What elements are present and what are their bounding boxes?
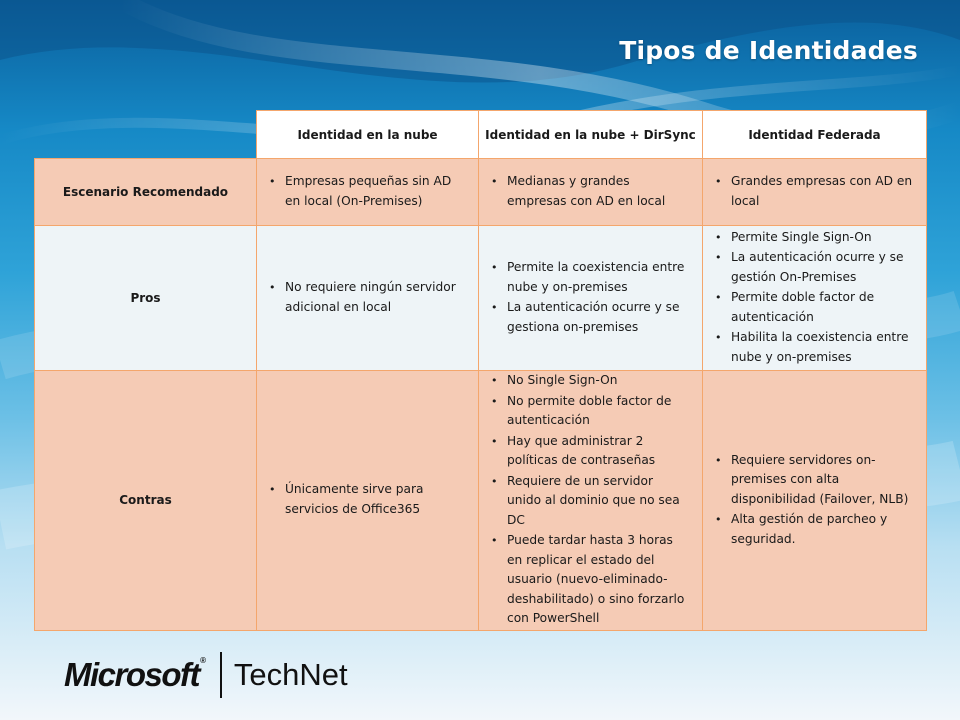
list-item: • Únicamente sirve para servicios de Office365 bbox=[285, 480, 466, 519]
column-header-cloud-dirsync: Identidad en la nube + DirSync bbox=[479, 111, 703, 159]
column-header-cloud: Identidad en la nube bbox=[257, 111, 479, 159]
cell-pros-dirsync bbox=[479, 226, 703, 371]
table-row-recommended bbox=[35, 159, 927, 226]
microsoft-logo bbox=[64, 656, 206, 694]
cell-pros-federated bbox=[703, 226, 927, 371]
identity-types-table bbox=[34, 110, 927, 631]
table-row-pros bbox=[35, 226, 927, 371]
slide-title: Tipos de Identidades bbox=[619, 36, 918, 65]
list-item: • Requiere servidores on-premises con alta disponibilidad (Failover, NLB) bbox=[731, 451, 914, 510]
list-item: • Permite doble factor de autenticación bbox=[731, 288, 914, 327]
list-item: • No permite doble factor de autenticación bbox=[507, 392, 690, 431]
list-item: • Empresas pequeñas sin AD en local (On-Premises) bbox=[285, 172, 466, 211]
list-item: • No requiere ningún servidor adicional en local bbox=[285, 278, 466, 317]
list-item: • Medianas y grandes empresas con AD en local bbox=[507, 172, 690, 211]
list-item: • La autenticación ocurre y se gestión On-Premises bbox=[731, 248, 914, 287]
technet-wordmark: TechNet bbox=[233, 657, 348, 692]
list-item: • Hay que administrar 2 políticas de contraseñas bbox=[507, 432, 690, 471]
cell-cons-federated bbox=[703, 371, 927, 631]
cell-pros-cloud bbox=[257, 226, 479, 371]
cell-recommended-dirsync bbox=[479, 159, 703, 226]
table-row-cons bbox=[35, 371, 927, 631]
microsoft-wordmark: Microsoft bbox=[64, 656, 199, 693]
registered-mark: ® bbox=[200, 656, 206, 665]
row-label-pros: Pros bbox=[35, 226, 257, 371]
list-item: • Grandes empresas con AD en local bbox=[731, 172, 914, 211]
list-item: • Requiere de un servidor unido al dominio que no sea DC bbox=[507, 472, 690, 531]
list-item: • Puede tardar hasta 3 horas en replicar el estado del usuario (nuevo-eliminado-deshabilitado) o sino forzarlo con PowerShell bbox=[507, 531, 690, 629]
logo-divider bbox=[220, 652, 222, 698]
list-item: • Habilita la coexistencia entre nube y on-premises bbox=[731, 328, 914, 367]
list-item: • Alta gestión de parcheo y seguridad. bbox=[731, 510, 914, 549]
header-corner bbox=[35, 111, 257, 159]
column-header-federated: Identidad Federada bbox=[703, 111, 927, 159]
cell-cons-cloud bbox=[257, 371, 479, 631]
list-item: • La autenticación ocurre y se gestiona on-premises bbox=[507, 298, 690, 337]
row-label-recommended: Escenario Recomendado bbox=[35, 159, 257, 226]
list-item: • No Single Sign-On bbox=[507, 371, 690, 391]
header-row bbox=[35, 111, 927, 159]
cell-cons-dirsync bbox=[479, 371, 703, 631]
cell-recommended-cloud bbox=[257, 159, 479, 226]
footer-branding bbox=[64, 652, 348, 698]
list-item: • Permite Single Sign-On bbox=[731, 228, 914, 248]
cell-recommended-federated bbox=[703, 159, 927, 226]
list-item: • Permite la coexistencia entre nube y on-premises bbox=[507, 258, 690, 297]
row-label-cons: Contras bbox=[35, 371, 257, 631]
